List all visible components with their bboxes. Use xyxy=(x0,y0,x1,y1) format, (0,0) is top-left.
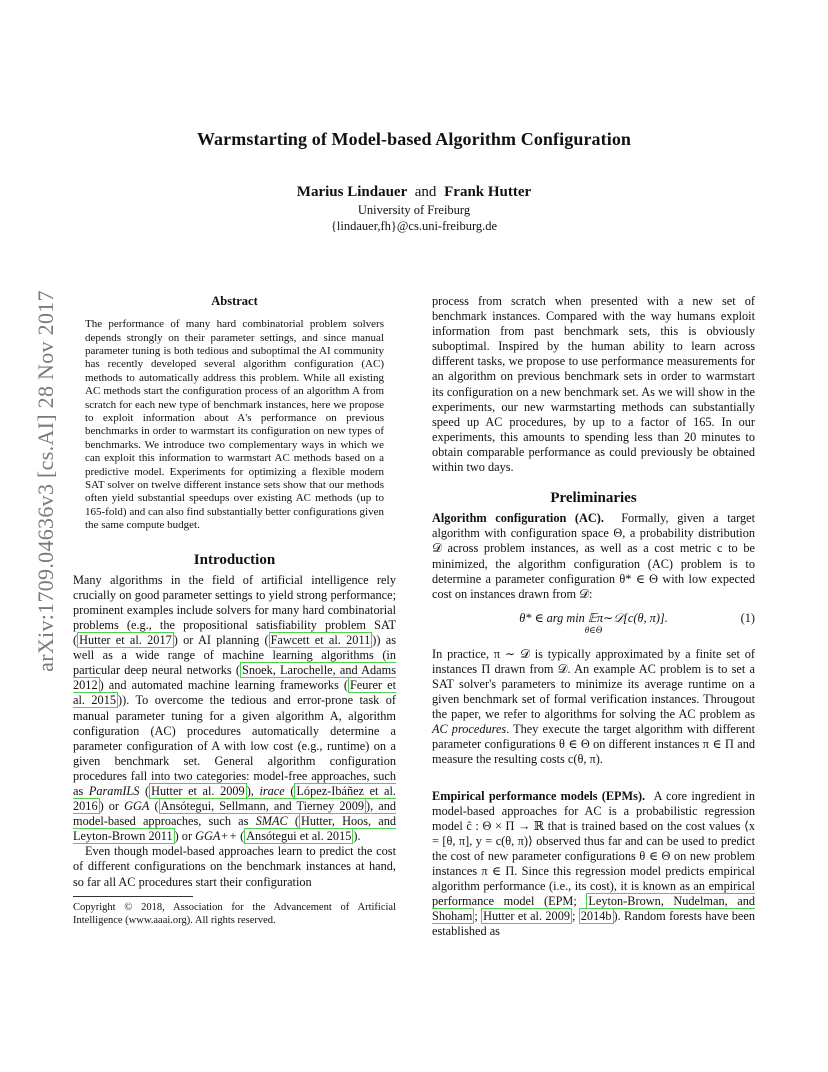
ac-paragraph: Algorithm configuration (AC). Formally, given a target algorithm with configuration space Θ, a probability distribution 𝒟 across problem instances, as well as a cost metric c to be minimized, the algorithm configuration (AC) problem is to determine a parameter configuration θ* ∈ Θ with low expected cost on instances drawn from 𝒟: xyxy=(432,511,755,601)
abstract-text: The performance of many hard combinatorial problem solvers depends strongly on their parameter settings, and since manual parameter tuning is both tedious and suboptimal the AI community has recently developed several algorithm configuration (AC) methods to automatically address this problem. While all existing AC methods start the configuration process of an algorithm A from scratch for each new type of benchmark instances, here we propose to exploit information about A's performance on previous benchmarks in order to warmstart its configuration on new types of benchmarks. We introduce two complementary ways in which we can exploit this information to warmstart AC methods based on a predictive model. Experiments for optimizing a flexible modern SAT solver on twelve different instance sets show that our methods often yield substantial speedups over existing AC methods (up to 165-fold) and can also find substantially better configurations given the same compute budget. xyxy=(85,318,384,532)
practice-paragraph: In practice, π ∼ 𝒟 is typically approximated by a finite set of instances Π drawn from 𝒟. An example AC problem is to set a SAT solver's parameters to minimize its average runtime on a given benchmark set of formal verification instances. Througout the paper, we refer to algorithms for solving the AC problem as AC procedures. They execute the target algorithm with different parameter configurations θ ∈ Θ on different instances π ∈ Π and measure the resulting costs c(θ, π). xyxy=(432,646,755,767)
citation-link[interactable]: López-Ibáñez et al. 2016 xyxy=(73,784,397,814)
equation-body: θ* ∈ arg min 𝔼π∼𝒟[c(θ, π)]. xyxy=(519,610,668,625)
abstract-heading: Abstract xyxy=(211,294,258,308)
citation-link[interactable]: Feurer et al. 2015 xyxy=(73,678,396,708)
epm-paragraph: Empirical performance models (EPMs). A core ingredient in model-based approaches for AC is a probabilistic regression model ĉ : Θ × Π → ℝ that is trained based on the cost values ⟨x = [θ, π], y = c(θ, π)⟩ observed thus far and can be used to predict the cost of new parameter configurations θ ∈ Θ on new problem instances π ∈ Π. Since this regression model predicts empirical algorithm performance (i.e., its cost), it is known as an empirical performance model (EPM; Leyton-Brown, Nudelman, and Shoham ; Hutter et al. 2009 ; 2014b ). Random forests have been established as xyxy=(432,788,755,939)
arxiv-identifier: arXiv:1709.04636v3 [cs.AI] 28 Nov 2017 xyxy=(33,290,58,672)
author-email: {lindauer,fh}@cs.uni-freiburg.de xyxy=(330,219,498,233)
author-name: Marius Lindauer xyxy=(296,184,407,200)
introduction-heading: Introduction xyxy=(193,551,276,568)
citation-link[interactable]: Ansótegui et al. 2015 xyxy=(246,829,352,844)
citation-link[interactable]: Leyton-Brown, Nudelman, and Shoham xyxy=(432,894,755,924)
citation-link[interactable]: Snoek, Larochelle, and Adams 2012 xyxy=(73,663,396,693)
author-separator: and xyxy=(414,184,437,200)
affiliation: University of Freiburg xyxy=(357,203,471,217)
equation-subscript: θ∈Θ xyxy=(584,624,603,635)
footnote-rule xyxy=(73,896,193,897)
citation-link[interactable]: Ansótegui, Sellmann, and Tierney 2009 xyxy=(160,799,364,814)
citation-link[interactable]: Hutter, Hoos, and Leyton-Brown 2011 xyxy=(73,814,397,844)
citation-link[interactable]: Hutter et al. 2009 xyxy=(151,784,245,798)
copyright-notice: Copyright © 2018, Association for the Advancement of Artificial Intelligence (www.aaai.org). All rights reserved. xyxy=(73,901,396,926)
intro-paragraph-2: Even though model-based approaches learn to predict the cost of different configurations on the benchmark instances at hand, so far all AC procedures start their configuration xyxy=(73,844,396,889)
left-column xyxy=(73,294,396,927)
citation-link[interactable]: 2014b xyxy=(580,909,612,924)
equation-1 xyxy=(432,611,755,635)
author-name: Frank Hutter xyxy=(444,184,532,200)
preliminaries-heading: Preliminaries xyxy=(550,490,637,507)
citation-link[interactable]: Hutter et al. 2009 xyxy=(483,909,570,924)
author-line xyxy=(0,184,828,201)
citation-link[interactable]: Fawcett et al. 2011 xyxy=(270,633,371,648)
citation-link[interactable]: Hutter et al. 2017 xyxy=(79,633,172,648)
right-column xyxy=(432,294,755,939)
intro-continuation: process from scratch when presented with a new set of benchmark instances. Compared with the way humans exploit information from past benchmark sets, this is obviously suboptimal. Inspired by the human ability to learn across different tasks, we propose to use performance measurements for an algorithm on previous benchmark sets in order to warmstart its configuration on a new benchmark set. As we will show in the experiments, our new warmstarting methods can substantially speed up AC procedures, by up to a factor of 165. In our experiments, this amounts to spending less than 20 minutes to obtain comparable performance as could previously be obtained within two days. xyxy=(432,294,755,475)
intro-paragraph-1: Many algorithms in the field of artificial intelligence rely crucially on good parameter settings to yield strong performance; prominent examples include solvers for many hard combinatorial problems (e.g., the propositional satisfiability problem SAT ( Hutter et al. 2017 ) or AI planning ( Fawcett et al. 2011 )) as well as a wide range of machine learning algorithms (in particular deep neural networks ( Snoek, Larochelle, and Adams 2012 ) and automated machine learning frameworks ( Feurer et al. 2015 )). To overcome the tedious and error-prone task of manual parameter tuning for a given algorithm A, algorithm configuration (AC) procedures automatically determine a parameter configuration of A with low cost (e.g., runtime) on a given benchmark set. General algorithm configuration procedures fall into two categories: model-free approaches, such as ParamILS ( Hutter et al. 2009 ), irace ( López-Ibáñez et al. 2016 ) or GGA ( Ansótegui, Sellmann, and Tierney 2009 ), and model-based approaches, such as SMAC ( Hutter, Hoos, and Leyton-Brown 2011 ) or GGA++ ( Ansótegui et al. 2015 ). xyxy=(73,572,397,844)
equation-number: (1) xyxy=(740,610,755,625)
paper-title: Warmstarting of Model-based Algorithm Configuration xyxy=(196,129,632,149)
